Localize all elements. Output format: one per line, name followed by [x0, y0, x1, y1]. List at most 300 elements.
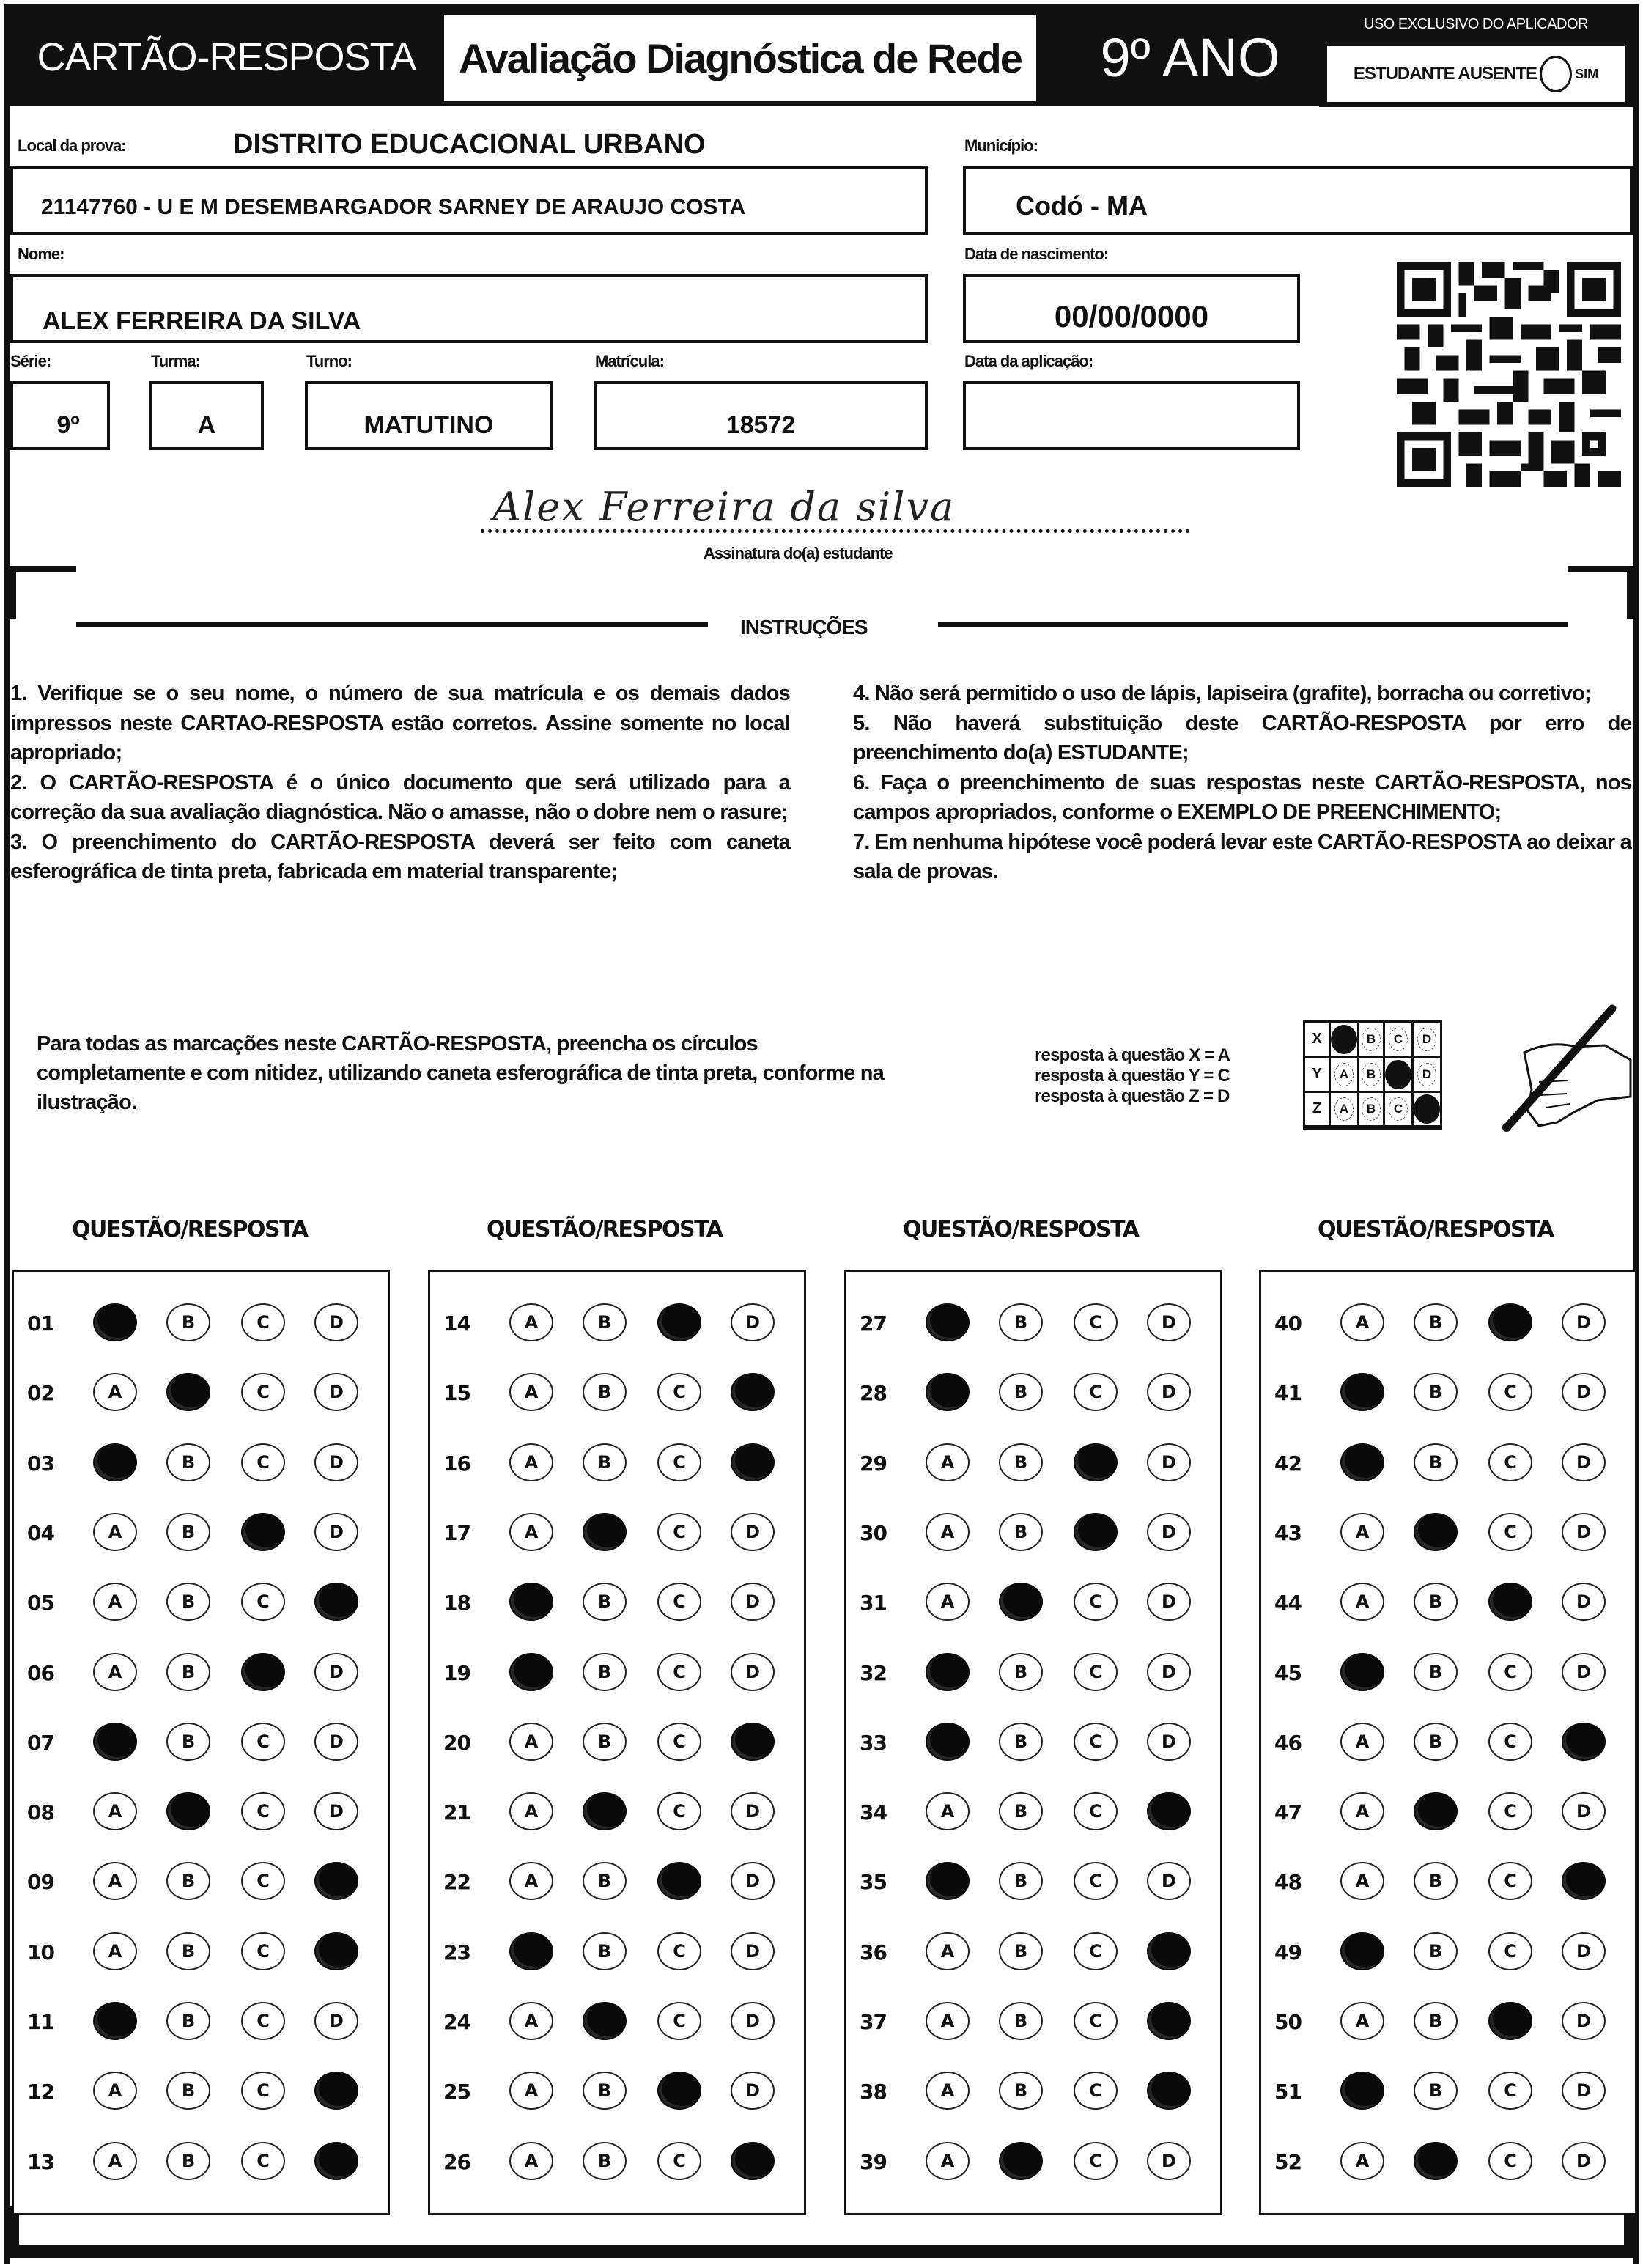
question-row: [14, 1580, 388, 1624]
example-bubble-c: C: [1389, 1028, 1408, 1051]
answer-bubble-c[interactable]: C: [657, 1653, 701, 1691]
question-row: [14, 1371, 388, 1415]
answer-bubble-a[interactable]: A: [93, 1583, 137, 1621]
answer-bubble-c[interactable]: C: [241, 1303, 285, 1341]
answer-bubble-c[interactable]: C: [1488, 2072, 1532, 2110]
signature-line[interactable]: [481, 529, 1190, 533]
answer-bubble-b[interactable]: [583, 2002, 627, 2040]
answer-bubble-d[interactable]: D: [731, 2002, 775, 2040]
municipio-field: [963, 166, 1633, 235]
answer-bubble-c[interactable]: C: [1074, 1932, 1118, 1970]
answer-bubble-d[interactable]: D: [731, 1583, 775, 1621]
answer-bubble-a[interactable]: [93, 1303, 137, 1341]
answer-bubble-d[interactable]: D: [1562, 1303, 1606, 1341]
answer-bubble-b[interactable]: B: [583, 1653, 627, 1691]
matricula-value: 18572: [725, 411, 796, 439]
nome-field: [10, 274, 928, 343]
answer-bubble-c[interactable]: C: [241, 1932, 285, 1970]
answer-bubble-c[interactable]: C: [1488, 1723, 1532, 1761]
answer-bubble-a[interactable]: A: [1340, 1583, 1384, 1621]
answer-bubble-b[interactable]: B: [999, 2002, 1043, 2040]
answer-bubble-a[interactable]: A: [509, 1303, 553, 1341]
answer-bubble-c[interactable]: C: [1074, 1303, 1118, 1341]
answer-bubble-c[interactable]: C: [1074, 2142, 1118, 2180]
answer-bubble-b[interactable]: B: [1414, 1373, 1458, 1411]
answer-bubble-b[interactable]: [999, 1583, 1043, 1621]
answer-bubble-d[interactable]: D: [1147, 1443, 1191, 1481]
instruction-7: 7. Em nenhuma hipótese você poderá levar este CARTÃO-RESPOSTA ao deixar a sala de provas.: [853, 830, 1631, 883]
answer-bubble-a[interactable]: A: [509, 1792, 553, 1830]
frame-left: [4, 6, 10, 2264]
answer-bubble-d[interactable]: D: [1147, 1303, 1191, 1341]
answer-bubble-c[interactable]: C: [1074, 2002, 1118, 2040]
question-row: [430, 1651, 804, 1695]
answer-bubble-a[interactable]: A: [1340, 1513, 1384, 1551]
legend-line-y: resposta à questão Y = C: [1035, 1066, 1230, 1086]
answer-bubble-c[interactable]: [241, 1653, 285, 1691]
answer-bubble-a[interactable]: [93, 1443, 137, 1481]
answer-bubble-d[interactable]: D: [314, 1443, 358, 1481]
answer-bubble-d[interactable]: D: [1562, 2002, 1606, 2040]
answer-bubble-a[interactable]: A: [509, 1723, 553, 1761]
answer-bubble-c[interactable]: C: [241, 1443, 285, 1481]
answer-bubble-b[interactable]: B: [1414, 1583, 1458, 1621]
column-heading: QUESTÃO/RESPOSTA: [1318, 1217, 1554, 1242]
answer-bubble-b[interactable]: B: [999, 1723, 1043, 1761]
answer-bubble-d[interactable]: D: [1562, 2142, 1606, 2180]
question-row: [14, 1930, 388, 1974]
answer-bubble-a[interactable]: A: [926, 2002, 970, 2040]
question-number: 45: [1274, 1660, 1302, 1685]
answer-bubble-a[interactable]: A: [1340, 1792, 1384, 1830]
answer-bubble-c[interactable]: [1074, 1443, 1118, 1481]
answer-bubble-d[interactable]: D: [1147, 1373, 1191, 1411]
answer-bubble-a[interactable]: A: [1340, 2002, 1384, 2040]
answer-bubble-c[interactable]: [1488, 1583, 1532, 1621]
answer-bubble-c[interactable]: C: [1074, 1653, 1118, 1691]
answer-bubble-b[interactable]: [583, 1513, 627, 1551]
instruction-6: 6. Faça o preenchimento de suas respostas neste CARTÃO-RESPOSTA, nos campos apropriados, conforme o EXEMPLO DE PREENCHIMENTO;: [853, 770, 1631, 824]
answer-bubble-c[interactable]: C: [241, 1583, 285, 1621]
answer-bubble-d[interactable]: [1147, 1932, 1191, 1970]
answer-bubble-b[interactable]: B: [1414, 1303, 1458, 1341]
answer-bubble-d[interactable]: [314, 1932, 358, 1970]
answer-bubble-c[interactable]: C: [657, 1513, 701, 1551]
answer-bubble-b[interactable]: B: [1414, 1723, 1458, 1761]
answer-bubble-c[interactable]: C: [1488, 1792, 1532, 1830]
nome-label: Nome:: [18, 245, 64, 263]
question-number: 35: [860, 1870, 887, 1895]
answer-bubble-d[interactable]: D: [314, 1653, 358, 1691]
answer-bubble-d[interactable]: D: [731, 2072, 775, 2110]
answer-bubble-b[interactable]: B: [583, 1932, 627, 1970]
answer-bubble-c[interactable]: [657, 1862, 701, 1900]
instructions-right: [853, 679, 1631, 887]
instruction-3: 3. O preenchimento do CARTÃO-RESPOSTA deverá ser feito com caneta esferográfica de tinta preta, fabricada em material transparente;: [10, 830, 790, 883]
question-row: [14, 1441, 388, 1485]
question-number: 49: [1274, 1940, 1302, 1965]
turma-field: [149, 381, 264, 450]
question-number: 44: [1274, 1591, 1302, 1616]
answer-bubble-b[interactable]: B: [1414, 1862, 1458, 1900]
corner-mark-top-left: [10, 566, 76, 572]
answer-bubble-a[interactable]: [926, 1723, 970, 1761]
answer-bubble-d[interactable]: D: [314, 1513, 358, 1551]
answer-bubble-a[interactable]: A: [509, 1373, 553, 1411]
answer-bubble-a[interactable]: [1340, 1373, 1384, 1411]
answer-bubble-c[interactable]: C: [657, 1792, 701, 1830]
matricula-field: [594, 381, 928, 450]
answer-bubble-c[interactable]: [657, 1303, 701, 1341]
question-number: 06: [27, 1660, 54, 1685]
answer-bubble-d[interactable]: D: [731, 1653, 775, 1691]
answer-bubble-b[interactable]: [1414, 2142, 1458, 2180]
answer-column-2: [428, 1270, 806, 2215]
question-row: [14, 1651, 388, 1695]
example-row-label: X: [1304, 1022, 1330, 1057]
answer-bubble-d[interactable]: [314, 1862, 358, 1900]
answer-bubble-c[interactable]: C: [241, 2002, 285, 2040]
serie-value: 9º: [56, 411, 80, 439]
answer-bubble-d[interactable]: D: [731, 1303, 775, 1341]
answer-bubble-d[interactable]: D: [1562, 1792, 1606, 1830]
answer-bubble-b[interactable]: B: [999, 1932, 1043, 1970]
answer-bubble-a[interactable]: [1340, 2072, 1384, 2110]
answer-bubble-a[interactable]: A: [926, 2142, 970, 2180]
answer-bubble-c[interactable]: C: [1488, 1373, 1532, 1411]
answer-bubble-a[interactable]: [926, 1303, 970, 1341]
answer-bubble-b[interactable]: B: [999, 1443, 1043, 1481]
answer-bubble-b[interactable]: B: [583, 2072, 627, 2110]
answer-bubble-c[interactable]: C: [1074, 1723, 1118, 1761]
answer-bubble-b[interactable]: B: [1414, 2072, 1458, 2110]
answer-bubble-d[interactable]: D: [1562, 2072, 1606, 2110]
answer-bubble-a[interactable]: [926, 1653, 970, 1691]
answer-bubble-c[interactable]: [1488, 2002, 1532, 2040]
answer-bubble-a[interactable]: A: [93, 1653, 137, 1691]
answer-bubble-b[interactable]: B: [166, 2072, 210, 2110]
fill-example-grid: [1303, 1020, 1442, 1130]
answer-bubble-c[interactable]: C: [1488, 1513, 1532, 1551]
answer-bubble-d[interactable]: D: [1562, 1373, 1606, 1411]
answer-bubble-b[interactable]: B: [166, 1862, 210, 1900]
answer-bubble-b[interactable]: B: [999, 1513, 1043, 1551]
answer-bubble-a[interactable]: A: [93, 1513, 137, 1551]
answer-bubble-b[interactable]: B: [166, 1723, 210, 1761]
answer-bubble-a[interactable]: A: [93, 2142, 137, 2180]
answer-bubble-a[interactable]: [509, 1653, 553, 1691]
answer-bubble-d[interactable]: D: [1147, 2142, 1191, 2180]
answer-bubble-a[interactable]: [93, 2002, 137, 2040]
answer-bubble-a[interactable]: A: [93, 1373, 137, 1411]
answer-column-4: [1259, 1270, 1637, 2215]
answer-bubble-b[interactable]: B: [166, 2142, 210, 2180]
aplicacao-field: [963, 381, 1300, 450]
example-cell: [1384, 1057, 1413, 1092]
answer-bubble-b[interactable]: B: [166, 1303, 210, 1341]
answer-bubble-c[interactable]: C: [1074, 1792, 1118, 1830]
answer-bubble-c[interactable]: [241, 1513, 285, 1551]
answer-bubble-d[interactable]: [731, 1373, 775, 1411]
answer-bubble-c[interactable]: C: [1488, 1862, 1532, 1900]
answer-bubble-a[interactable]: A: [509, 2142, 553, 2180]
answer-bubble-a[interactable]: A: [926, 2072, 970, 2110]
question-number: 02: [27, 1381, 54, 1406]
answer-bubble-a[interactable]: A: [926, 1583, 970, 1621]
answer-bubble-a[interactable]: A: [926, 1443, 970, 1481]
answer-bubble-a[interactable]: A: [1340, 2142, 1384, 2180]
answer-bubble-b[interactable]: B: [999, 1303, 1043, 1341]
answer-bubble-c[interactable]: [657, 2072, 701, 2110]
question-row: [430, 1930, 804, 1974]
question-number: 15: [443, 1381, 470, 1406]
answer-bubble-d[interactable]: D: [314, 1792, 358, 1830]
answer-bubble-d[interactable]: D: [1147, 1723, 1191, 1761]
answer-bubble-c[interactable]: C: [1488, 1443, 1532, 1481]
answer-bubble-a[interactable]: A: [1340, 1303, 1384, 1341]
answer-bubble-b[interactable]: B: [166, 1932, 210, 1970]
school-field: [10, 166, 928, 235]
example-row: [1304, 1092, 1441, 1127]
answer-bubble-a[interactable]: A: [509, 2072, 553, 2110]
answer-bubble-c[interactable]: C: [1074, 1583, 1118, 1621]
example-cell: [1359, 1022, 1384, 1057]
answer-bubble-c[interactable]: C: [657, 1373, 701, 1411]
answer-bubble-d[interactable]: [1562, 1723, 1606, 1761]
answer-bubble-c[interactable]: [1488, 1303, 1532, 1341]
answer-bubble-a[interactable]: A: [1340, 1723, 1384, 1761]
question-row: [846, 1790, 1220, 1834]
answer-bubble-b[interactable]: B: [999, 1862, 1043, 1900]
answer-bubble-c[interactable]: C: [241, 1373, 285, 1411]
answer-bubble-d[interactable]: D: [731, 1513, 775, 1551]
answer-bubble-b[interactable]: B: [999, 1792, 1043, 1830]
answer-bubble-c[interactable]: C: [1488, 2142, 1532, 2180]
example-bubble-c: C: [1385, 1060, 1411, 1089]
turno-label: Turno:: [306, 352, 352, 370]
question-row: [430, 1301, 804, 1345]
question-number: 52: [1274, 2149, 1302, 2174]
answer-bubble-c[interactable]: C: [241, 2072, 285, 2110]
answer-bubble-a[interactable]: A: [509, 1513, 553, 1551]
answer-bubble-a[interactable]: [1340, 1653, 1384, 1691]
answer-bubble-d[interactable]: D: [731, 1792, 775, 1830]
answer-bubble-b[interactable]: B: [583, 1443, 627, 1481]
answer-bubble-c[interactable]: C: [1488, 1932, 1532, 1970]
signature-caption: Assinatura do(a) estudante: [704, 544, 893, 562]
exam-name: Avaliação Diagnóstica de Rede: [444, 15, 1036, 101]
answer-bubble-a[interactable]: [509, 1932, 553, 1970]
question-number: 36: [860, 1940, 887, 1965]
answer-bubble-b[interactable]: B: [583, 1373, 627, 1411]
answer-bubble-c[interactable]: C: [657, 1443, 701, 1481]
question-number: 16: [443, 1451, 470, 1476]
answer-bubble-d[interactable]: D: [314, 1303, 358, 1341]
example-cell: [1384, 1092, 1413, 1127]
question-row: [430, 1720, 804, 1764]
answer-bubble-d[interactable]: D: [731, 1862, 775, 1900]
answer-bubble-c[interactable]: C: [1074, 2072, 1118, 2110]
answer-bubble-b[interactable]: [999, 2142, 1043, 2180]
answer-bubble-a[interactable]: A: [93, 2072, 137, 2110]
answer-bubble-b[interactable]: B: [583, 1303, 627, 1341]
question-row: [846, 1511, 1220, 1555]
answer-bubble-d[interactable]: D: [314, 1373, 358, 1411]
question-number: 51: [1274, 2080, 1302, 2105]
answer-bubble-b[interactable]: [583, 1792, 627, 1830]
question-row: [14, 2000, 388, 2044]
answer-bubble-a[interactable]: [1340, 1932, 1384, 1970]
question-number: 32: [860, 1660, 887, 1685]
answer-bubble-b[interactable]: [1414, 1792, 1458, 1830]
answer-bubble-b[interactable]: B: [166, 2002, 210, 2040]
answer-bubble-d[interactable]: D: [314, 2002, 358, 2040]
answer-bubble-c[interactable]: C: [241, 1792, 285, 1830]
answer-bubble-a[interactable]: [93, 1723, 137, 1761]
answer-bubble-c[interactable]: C: [241, 1862, 285, 1900]
answer-bubble-a[interactable]: [926, 1373, 970, 1411]
answer-bubble-c[interactable]: C: [657, 1723, 701, 1761]
answer-bubble-c[interactable]: C: [657, 1583, 701, 1621]
answer-bubble-c[interactable]: C: [657, 2142, 701, 2180]
hand-with-pen-icon: [1488, 1001, 1634, 1141]
question-row: [1261, 2000, 1635, 2044]
answer-bubble-d[interactable]: [314, 2142, 358, 2180]
answer-bubble-b[interactable]: B: [1414, 1443, 1458, 1481]
answer-bubble-c[interactable]: C: [241, 2142, 285, 2180]
answer-bubble-b[interactable]: B: [1414, 2002, 1458, 2040]
question-number: 22: [443, 1870, 470, 1895]
answer-bubble-c[interactable]: C: [1074, 1373, 1118, 1411]
answer-bubble-b[interactable]: B: [166, 1653, 210, 1691]
question-row: [430, 2069, 804, 2113]
answer-bubble-d[interactable]: [1147, 2072, 1191, 2110]
question-row: [14, 1860, 388, 1904]
answer-bubble-b[interactable]: B: [583, 1723, 627, 1761]
answer-bubble-b[interactable]: B: [583, 1862, 627, 1900]
question-row: [1261, 2140, 1635, 2184]
question-number: 25: [443, 2080, 470, 2105]
answer-bubble-a[interactable]: A: [926, 1792, 970, 1830]
answer-bubble-d[interactable]: [1147, 1792, 1191, 1830]
answer-bubble-b[interactable]: B: [999, 1653, 1043, 1691]
example-row-label: Y: [1304, 1057, 1330, 1092]
question-row: [1261, 2069, 1635, 2113]
question-number: 40: [1274, 1311, 1302, 1336]
answer-column-3: [844, 1270, 1222, 2215]
answer-bubble-d[interactable]: D: [1147, 1653, 1191, 1691]
question-number: 33: [860, 1730, 887, 1755]
answer-bubble-b[interactable]: B: [583, 1583, 627, 1621]
answer-bubble-b[interactable]: [166, 1792, 210, 1830]
absent-bubble[interactable]: [1540, 56, 1572, 92]
answer-bubble-c[interactable]: C: [1074, 1862, 1118, 1900]
answer-bubble-c[interactable]: C: [241, 1723, 285, 1761]
question-row: [14, 1790, 388, 1834]
answer-bubble-d[interactable]: D: [1562, 1513, 1606, 1551]
question-row: [1261, 1651, 1635, 1695]
answer-bubble-b[interactable]: B: [166, 1443, 210, 1481]
answer-bubble-b[interactable]: B: [166, 1583, 210, 1621]
answer-bubble-c[interactable]: C: [657, 2002, 701, 2040]
example-cell: [1330, 1022, 1359, 1057]
answer-bubble-b[interactable]: B: [1414, 1932, 1458, 1970]
answer-bubble-c[interactable]: C: [657, 1932, 701, 1970]
answer-bubble-b[interactable]: B: [999, 1373, 1043, 1411]
column-heading: QUESTÃO/RESPOSTA: [487, 1217, 723, 1242]
answer-bubble-d[interactable]: D: [1147, 1513, 1191, 1551]
answer-bubble-a[interactable]: A: [93, 1932, 137, 1970]
question-row: [1261, 1790, 1635, 1834]
school-value: 21147760 - U E M DESEMBARGADOR SARNEY DE ARAUJO COSTA: [41, 195, 746, 219]
fill-example-legend: [1035, 1045, 1230, 1107]
question-number: 39: [860, 2149, 887, 2174]
answer-bubble-a[interactable]: A: [93, 1792, 137, 1830]
example-bubble-d: D: [1417, 1028, 1436, 1051]
question-number: 31: [860, 1591, 887, 1616]
answer-bubble-a[interactable]: [509, 1583, 553, 1621]
answer-bubble-d[interactable]: [731, 1723, 775, 1761]
answer-bubble-b[interactable]: B: [166, 1513, 210, 1551]
question-row: [430, 1790, 804, 1834]
answer-bubble-b[interactable]: B: [999, 2072, 1043, 2110]
answer-bubble-d[interactable]: [1562, 1862, 1606, 1900]
example-cell: [1413, 1092, 1441, 1127]
question-row: [430, 1860, 804, 1904]
answer-bubble-b[interactable]: [1414, 1513, 1458, 1551]
answer-bubble-d[interactable]: [731, 1443, 775, 1481]
answer-bubble-a[interactable]: [926, 1862, 970, 1900]
answer-bubble-b[interactable]: B: [1414, 1653, 1458, 1691]
answer-bubble-a[interactable]: A: [509, 1862, 553, 1900]
answer-bubble-d[interactable]: D: [1562, 1443, 1606, 1481]
instructions-title: INSTRUÇÕES: [740, 616, 868, 638]
fill-instructions-note: Para todas as marcações neste CARTÃO-RESPOSTA, preencha os círculos completamente e com nitidez, utilizando caneta esferográfica de tinta preta, conforme na ilustração.: [37, 1032, 884, 1114]
answer-bubble-d[interactable]: D: [1562, 1583, 1606, 1621]
answer-bubble-b[interactable]: [166, 1373, 210, 1411]
question-number: 10: [27, 1940, 54, 1965]
answer-bubble-d[interactable]: [1147, 2002, 1191, 2040]
answer-bubble-a[interactable]: A: [509, 2002, 553, 2040]
question-row: [430, 1441, 804, 1485]
answer-bubble-d[interactable]: D: [1562, 1932, 1606, 1970]
answer-bubble-d[interactable]: [731, 2142, 775, 2180]
answer-bubble-a[interactable]: A: [93, 1862, 137, 1900]
answer-bubble-c[interactable]: [1074, 1513, 1118, 1551]
answer-bubble-a[interactable]: A: [926, 1932, 970, 1970]
answer-bubble-d[interactable]: D: [1147, 1862, 1191, 1900]
answer-bubble-c[interactable]: C: [1488, 1653, 1532, 1691]
answer-bubble-a[interactable]: A: [1340, 1862, 1384, 1900]
answer-bubble-d[interactable]: [314, 1583, 358, 1621]
example-bubble-a: A: [1334, 1097, 1354, 1121]
question-number: 34: [860, 1800, 887, 1825]
answer-bubble-a[interactable]: A: [509, 1443, 553, 1481]
example-row-label: Z: [1304, 1092, 1330, 1127]
signature-handwritten: Alex Ferreira da silva: [492, 484, 956, 530]
answer-bubble-d[interactable]: D: [1562, 1653, 1606, 1691]
answer-bubble-d[interactable]: [314, 2072, 358, 2110]
answer-bubble-b[interactable]: B: [583, 2142, 627, 2180]
answer-bubble-d[interactable]: D: [1147, 1583, 1191, 1621]
answer-bubble-d[interactable]: D: [731, 1932, 775, 1970]
answer-bubble-a[interactable]: [1340, 1443, 1384, 1481]
answer-bubble-a[interactable]: A: [926, 1513, 970, 1551]
answer-bubble-d[interactable]: D: [314, 1723, 358, 1761]
question-row: [1261, 1580, 1635, 1624]
example-row: [1304, 1022, 1441, 1057]
question-number: 47: [1274, 1800, 1302, 1825]
